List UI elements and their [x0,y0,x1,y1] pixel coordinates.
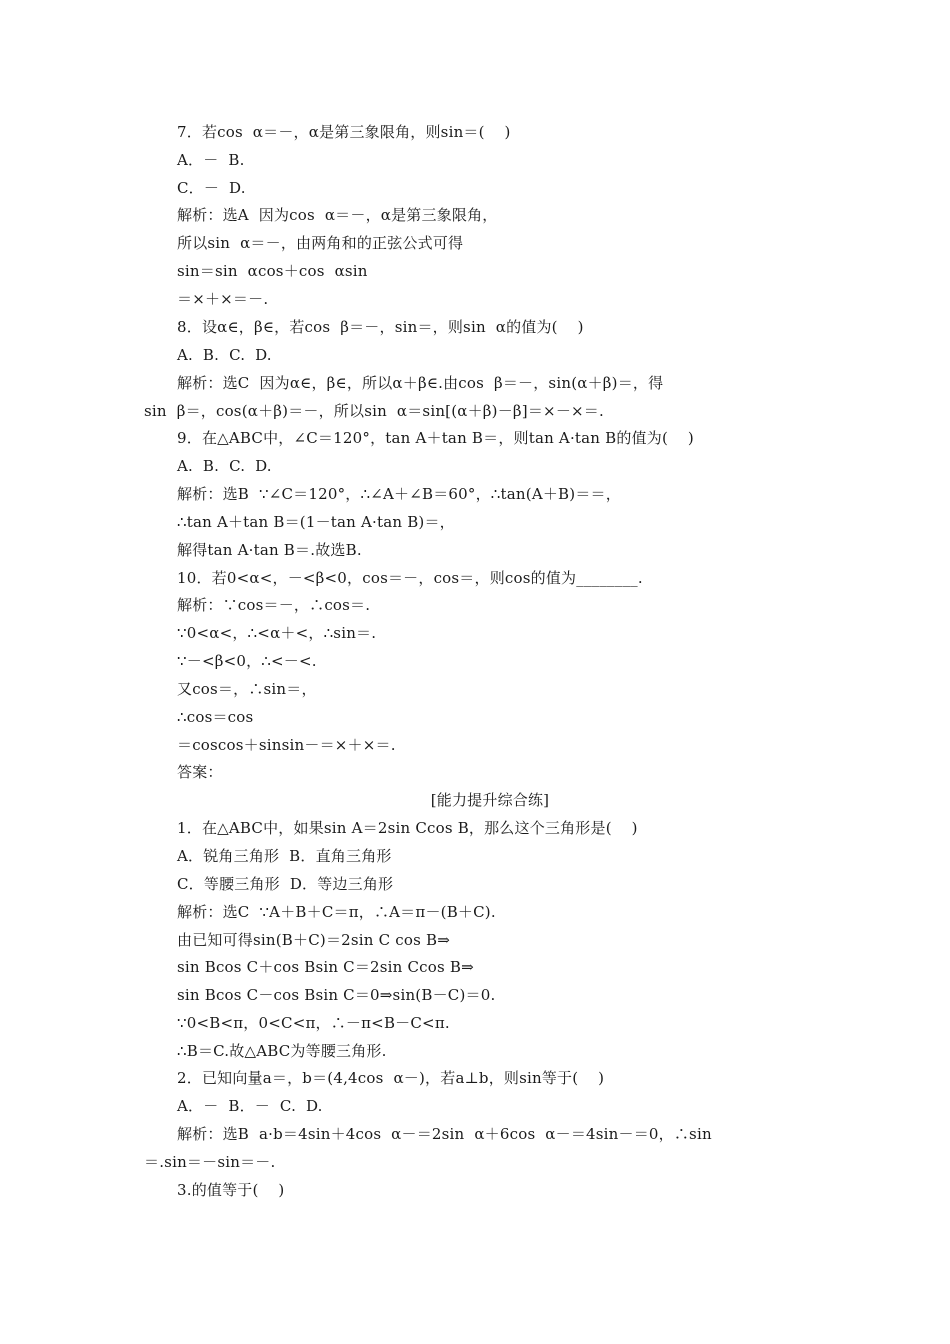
p1-solution-line: 由已知可得sin(B＋C)＝2sin C cos B⇒ [177,931,450,949]
p1-options-ab: A．锐角三角形 B．直角三角形 [177,847,392,865]
q7-solution-line: ＝×＋×＝－. [177,290,269,308]
q9-stem: 9．在△ABC中，∠C＝120°，tan A＋tan B＝，则tan A·tan B的值为( ) [177,429,694,447]
q10-stem: 10．若0<α<，－<β<0，cos＝－，cos＝，则cos的值为________. [177,569,643,587]
p1-solution-line: ∵0<B<π，0<C<π，∴－π<B－C<π. [177,1014,450,1032]
q7-options-cd: C．－ D. [177,179,246,197]
q10-answer: 答案： [177,763,223,781]
q8-options: A. B. C. D. [177,346,272,364]
q8-stem: 8．设α∈，β∈，若cos β＝－，sin＝，则sin α的值为( ) [177,318,584,336]
p1-solution-line: sin Bcos C＋cos Bsin C＝2sin Ccos B⇒ [177,958,474,976]
q8-solution-line: sin β＝，cos(α＋β)＝－，所以sin α＝sin[(α＋β)－β]＝×－×＝. [144,402,604,420]
q10-solution-line: ＝coscos＋sinsin－＝×＋×＝. [177,736,396,754]
q7-stem: 7．若cos α＝－，α是第三象限角，则sin＝( ) [177,123,511,141]
q10-solution-line: ∴cos＝cos [177,708,254,726]
p1-options-cd: C．等腰三角形 D．等边三角形 [177,875,394,893]
p2-stem: 2．已知向量a＝，b＝(4,4cos α－)，若a⊥b，则sin等于( ) [177,1069,605,1087]
q7-options-ab: A．－ B. [177,151,245,169]
q9-solution-line: 解得tan A·tan B＝.故选B. [177,541,362,559]
q10-solution-line: 又cos＝，∴sin＝， [177,680,317,698]
p2-solution-line: 解析：选B a·b＝4sin＋4cos α－＝2sin α＋6cos α－＝4sin－＝0，∴sin [177,1125,712,1143]
p1-solution-line: ∴B＝C.故△ABC为等腰三角形. [177,1042,387,1060]
q10-solution-line: 解析：∵cos＝－，∴cos＝. [177,596,371,614]
p1-solution-line: 解析：选C ∵A＋B＋C＝π，∴A＝π－(B＋C). [177,903,496,921]
q7-solution-line: 所以sin α＝－，由两角和的正弦公式可得 [177,234,464,252]
q7-solution-line: 解析：选A 因为cos α＝－，α是第三象限角， [177,206,498,224]
q10-solution-line: ∵－<β<0，∴<－<. [177,652,317,670]
q9-solution-line: 解析：选B ∵∠C＝120°，∴∠A＋∠B＝60°，∴tan(A＋B)＝＝， [177,485,621,503]
p1-stem: 1．在△ABC中，如果sin A＝2sin Ccos B，那么这个三角形是( ) [177,819,638,837]
p2-options: A．－ B．－ C. D. [177,1097,323,1115]
q8-solution-line: 解析：选C 因为α∈，β∈，所以α＋β∈.由cos β＝－，sin(α＋β)＝，得 [177,374,664,392]
p1-solution-line: sin Bcos C－cos Bsin C＝0⇒sin(B－C)＝0. [177,986,496,1004]
q10-solution-line: ∵0<α<，∴<α＋<，∴sin＝. [177,624,377,642]
q9-solution-line: ∴tan A＋tan B＝(1－tan A·tan B)＝， [177,513,455,531]
q7-solution-line: sin＝sin αcos＋cos αsin [177,262,368,280]
p2-solution-line: ＝.sin＝－sin＝－. [144,1153,276,1171]
q9-options: A. B. C. D. [177,457,272,475]
p3-stem: 3.的值等于( ) [177,1181,285,1199]
section-heading: [能力提升综合练] [430,791,550,809]
